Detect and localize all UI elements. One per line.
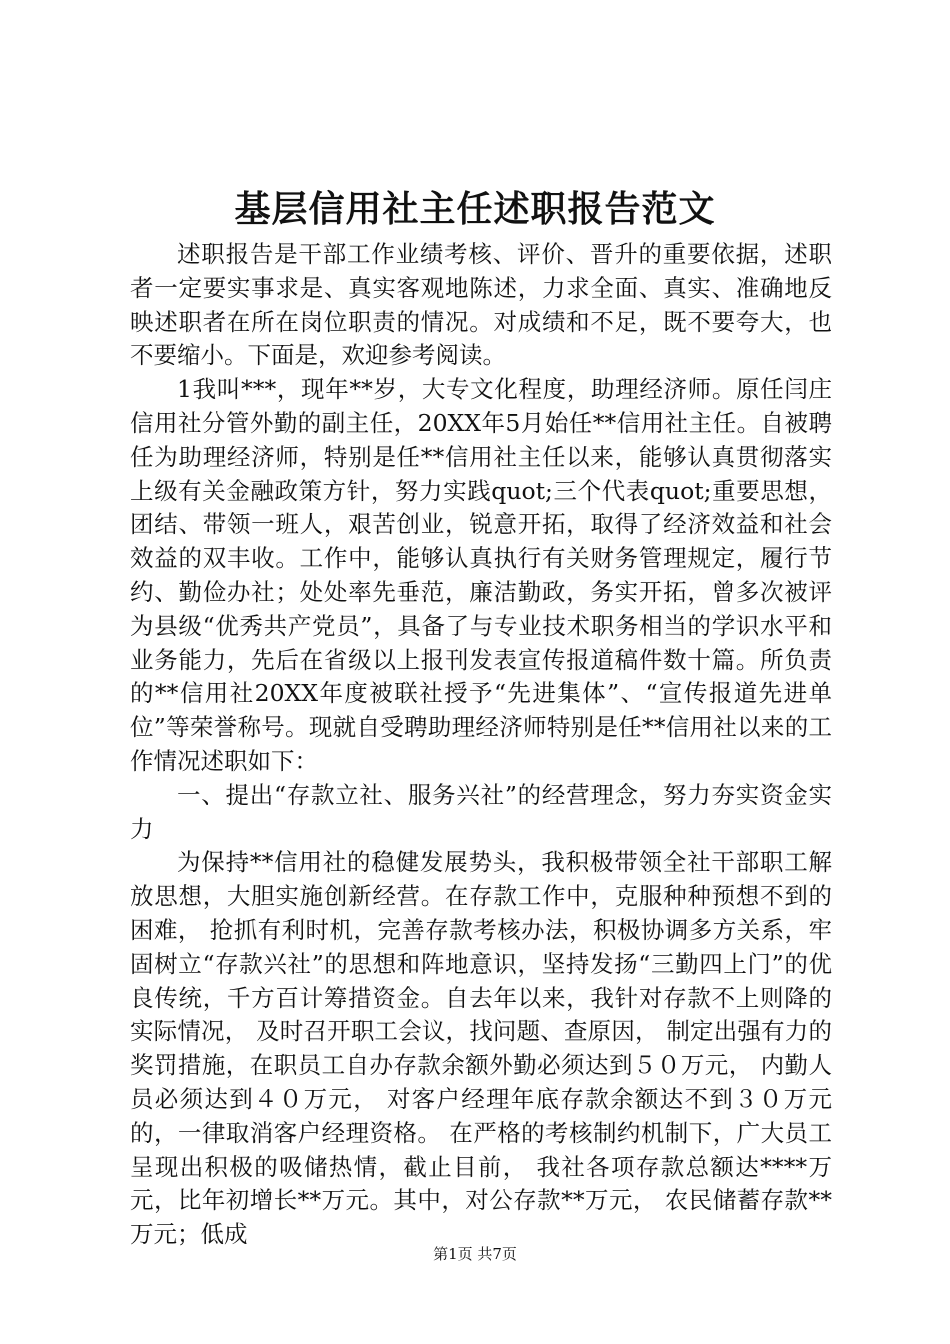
document-title: 基层信用社主任述职报告范文	[234, 188, 716, 230]
document-body	[130, 238, 832, 1252]
page-number-footer: 第1页 共7页	[433, 1245, 517, 1263]
section-heading-1: 一、提出“存款立社、服务兴社”的经营理念，努力夯实资金实力	[130, 780, 832, 843]
paragraph-intro: 述职报告是干部工作业绩考核、评价、晋升的重要依据，述职者一定要实事求是、真实客观地陈述，力求全面、真实、准确地反映述职者在所在岗位职责的情况。对成绩和不足，既不要夸大，也不要缩小。下面是，欢迎参考阅读。	[130, 240, 832, 370]
paragraph-self-introduction: 1我叫***，现年**岁，大专文化程度，助理经济师。原任闫庄信用社分管外勤的副主任，20XX年5月始任**信用社主任。自被聘任为助理经济师，特别是任**信用社主任以来，能够认真贯彻落实上级有关金融政策方针，努力实践quot;三个代表quot;重要思想，团结、带领一班人，艰苦创业，锐意开拓，取得了经济效益和社会效益的双丰收。工作中，能够认真执行有关财务管理规定，履行节约、勤俭办社；处处率先垂范，廉洁勤政，务实开拓，曾多次被评为县级“优秀共产党员”，具备了与专业技术职务相当的学识水平和业务能力，先后在省级以上报刊发表宣传报道稿件数十篇。所负责的**信用社20XX年度被联社授予“先进集体”、“宣传报道先进单位”等荣誉称号。现就自受聘助理经济师特别是任**信用社以来的工作情况述职如下：	[130, 375, 832, 775]
paragraph-deposits: 为保持**信用社的稳健发展势头，我积极带领全社干部职工解放思想，大胆实施创新经营。在存款工作中，克服种种预想不到的困难， 抢抓有利时机，完善存款考核办法，积极协调多方关系，牢固树立“存款兴社”的思想和阵地意识，坚持发扬“三勤四上门”的优良传统，千方百计筹措资金。自去年以来，我针对存款不上则降的实际情况， 及时召开职工会议，找问题、查原因， 制定出强有力的奖罚措施，在职员工自办存款余额外勤必须达到５０万元， 内勤人员必须达到４０万元， 对客户经理年底存款余额达不到３０万元的，一律取消客户经理资格。 在严格的考核制约机制下，广大员工呈现出积极的吸储热情，截止目前， 我社各项存款总额达****万元，比年初增长**万元。其中，对公存款**万元， 农民储蓄存款**万元；低成	[130, 848, 832, 1249]
